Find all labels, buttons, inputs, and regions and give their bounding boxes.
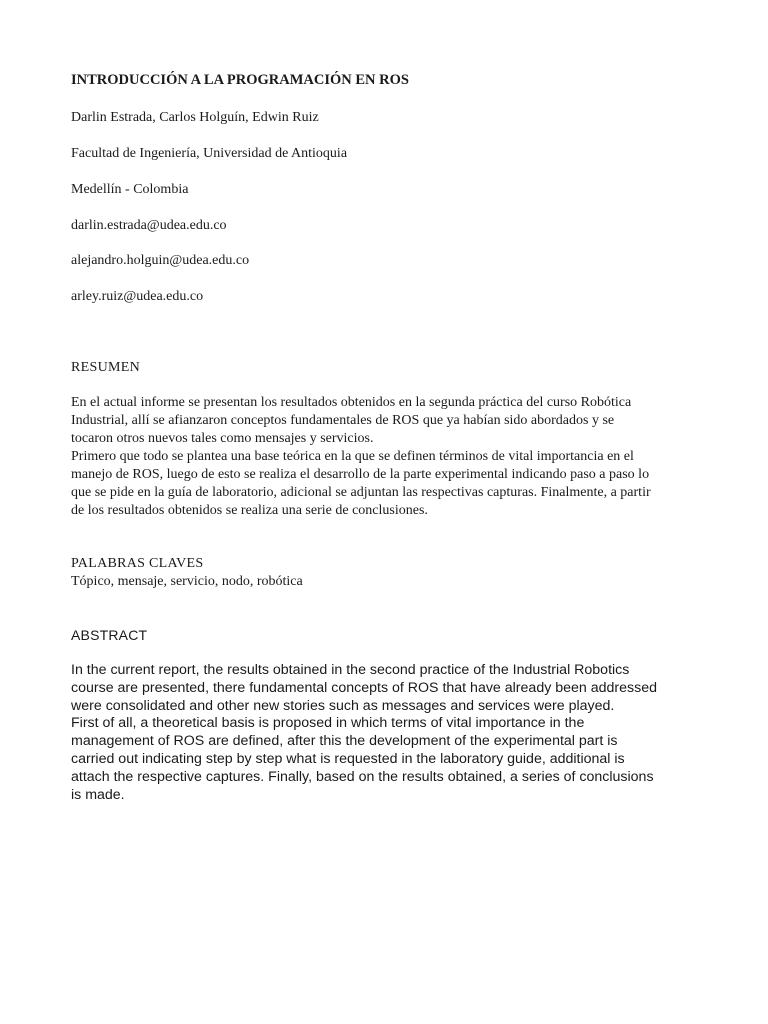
resumen-line: tocaron otros nuevos tales como mensajes y servicios. xyxy=(71,431,374,446)
resumen-line: En el actual informe se presentan los resultados obtenidos en la segunda práctica del curso Robótica xyxy=(71,395,632,410)
abstract-heading: ABSTRACT xyxy=(71,627,148,643)
paper-title: INTRODUCCIÓN A LA PROGRAMACIÓN EN ROS xyxy=(71,72,409,88)
abstract-line: were consolidated and other new stories such as messages and services were played. xyxy=(71,697,615,714)
paper-authors: Darlin Estrada, Carlos Holguín, Edwin Ruiz xyxy=(71,110,319,125)
abstract-line: In the current report, the results obtained in the second practice of the Industrial Robotics xyxy=(71,662,630,678)
paper-affiliation: Facultad de Ingeniería, Universidad de Antioquia xyxy=(71,146,348,161)
paper-location: Medellín - Colombia xyxy=(71,182,189,197)
abstract-line: carried out indicating step by step what is requested in the laboratory guide, additional is xyxy=(71,750,625,767)
keywords-text: Tópico, mensaje, servicio, nodo, robótica xyxy=(71,574,303,589)
resumen-body xyxy=(71,394,711,520)
abstract-line: management of ROS are defined, after this the development of the experimental part is xyxy=(71,733,618,750)
resumen-line: de los resultados obtenidos se realiza una serie de conclusiones. xyxy=(71,503,428,518)
author-email: darlin.estrada@udea.edu.co xyxy=(71,218,227,233)
author-email: alejandro.holguin@udea.edu.co xyxy=(71,253,250,268)
abstract-line: First of all, a theoretical basis is proposed in which terms of vital importance in the xyxy=(71,715,585,732)
abstract-line: attach the respective captures. Finally, based on the results obtained, a series of conclusions xyxy=(71,768,654,785)
resumen-line: manejo de ROS, luego de esto se realiza el desarrollo de la parte experimental indicando paso a paso lo xyxy=(71,467,650,482)
abstract-line: is made. xyxy=(71,786,125,803)
keywords-heading: PALABRAS CLAVES xyxy=(71,556,204,571)
resumen-line: Primero que todo se plantea una base teórica en la que se definen términos de vital importancia en el xyxy=(71,449,634,464)
author-email: arley.ruiz@udea.edu.co xyxy=(71,289,204,304)
abstract-body xyxy=(71,662,711,804)
abstract-line: course are presented, there fundamental concepts of ROS that have already been addressed xyxy=(71,679,657,696)
resumen-line: que se pide en la guía de laboratorio, adicional se adjuntan las respectivas capturas. Finalmente, a partir xyxy=(71,485,651,500)
resumen-line: Industrial, allí se afianzaron conceptos fundamentales de ROS que ya habían sido abordados y se xyxy=(71,413,615,428)
resumen-heading: RESUMEN xyxy=(71,360,140,375)
